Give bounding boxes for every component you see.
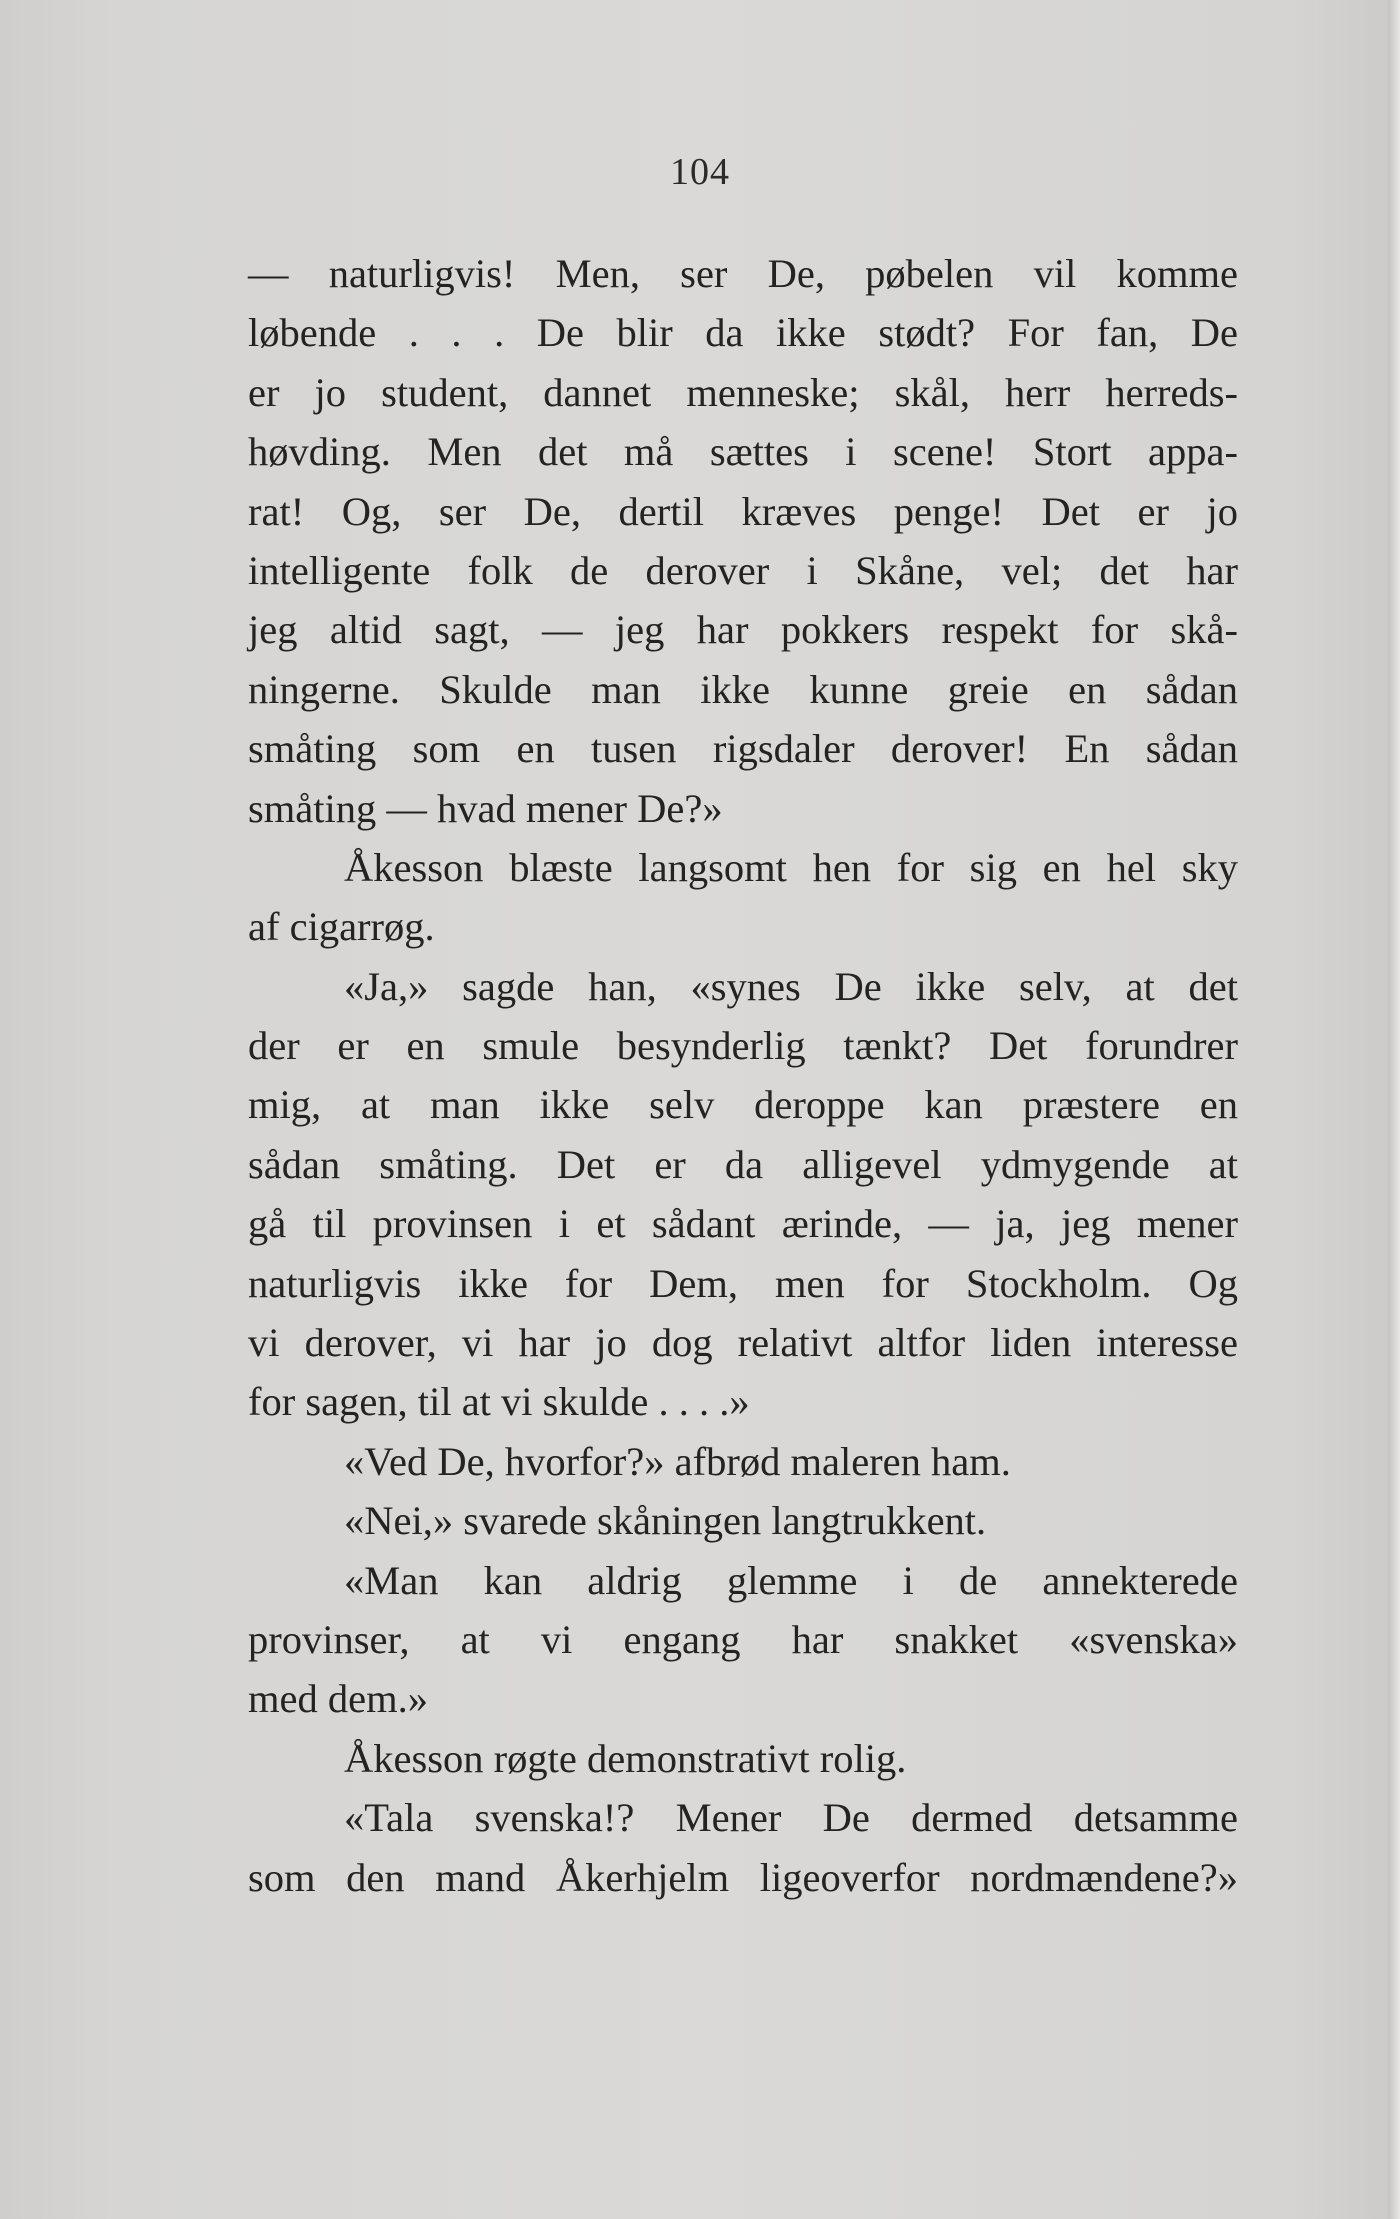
text-line: — naturligvis! Men, ser De, pøbelen vil komme xyxy=(248,251,1238,296)
text-line: vi derover, vi har jo dog relativt altfor liden interesse xyxy=(248,1320,1238,1366)
text-line: som den mand Åkerhjelm ligeoverfor nordmændene?» xyxy=(248,1854,1238,1900)
page-edge-shadow xyxy=(1388,0,1400,2219)
page-number: 104 xyxy=(670,151,730,193)
text-line: «Ved De, hvorfor?» afbrød maleren ham. xyxy=(344,1438,1011,1484)
text-line: for sagen, til at vi skulde . . . .» xyxy=(248,1379,750,1425)
text-line: af cigarrøg. xyxy=(248,904,435,950)
text-line: «Tala svenska!? Mener De dermed detsamme xyxy=(344,1795,1238,1841)
text-line: Åkesson blæste langsomt hen for sig en hel sky xyxy=(344,844,1238,890)
text-line: rat! Og, ser De, dertil kræves penge! Det er jo xyxy=(248,488,1238,534)
text-line: der er en smule besynderlig tænkt? Det forundrer xyxy=(248,1023,1238,1069)
body-text xyxy=(248,244,1238,1907)
text-line: småting — hvad mener De?» xyxy=(248,785,723,831)
text-line: «Man kan aldrig glemme i de annekterede xyxy=(344,1557,1238,1603)
text-line: Åkesson røgte demonstrativt rolig. xyxy=(344,1735,907,1781)
text-line: løbende . . . De blir da ikke stødt? For fan, De xyxy=(248,310,1238,356)
text-line: naturligvis ikke for Dem, men for Stockholm. Og xyxy=(248,1260,1238,1306)
text-line: gå til provinsen i et sådant ærinde, — ja, jeg mener xyxy=(248,1201,1238,1247)
text-line: «Ja,» sagde han, «synes De ikke selv, at det xyxy=(344,963,1238,1009)
text-line: med dem.» xyxy=(248,1676,428,1722)
text-line: provinser, at vi engang har snakket «svenska» xyxy=(248,1616,1238,1662)
text-line: småting som en tusen rigsdaler derover! En sådan xyxy=(248,726,1238,772)
text-line: er jo student, dannet menneske; skål, herr herreds- xyxy=(248,369,1238,415)
text-line: mig, at man ikke selv deroppe kan præstere en xyxy=(248,1082,1238,1128)
text-line: jeg altid sagt, — jeg har pokkers respekt for skå- xyxy=(248,607,1238,653)
text-line: høvding. Men det må sættes i scene! Stort appa- xyxy=(248,429,1238,475)
text-line: sådan småting. Det er da alligevel ydmygende at xyxy=(248,1141,1238,1187)
text-line: intelligente folk de derover i Skåne, vel; det har xyxy=(248,547,1238,593)
text-line: ningerne. Skulde man ikke kunne greie en sådan xyxy=(248,666,1238,712)
text-line: «Nei,» svarede skåningen langtrukkent. xyxy=(344,1498,987,1544)
